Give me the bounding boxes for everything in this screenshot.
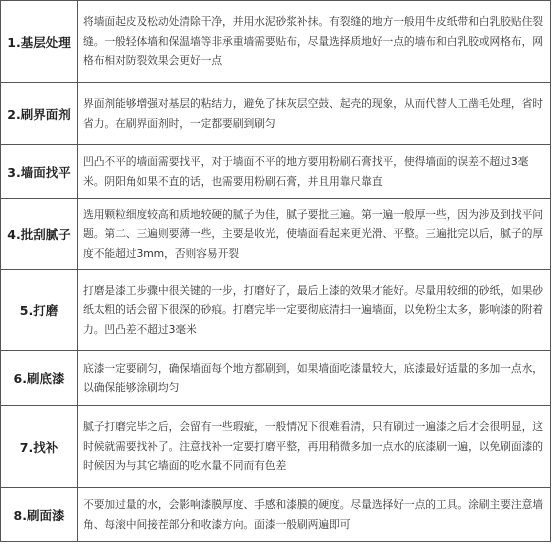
table-row [1,351,551,406]
table-row [1,270,551,351]
step-title: 3.墙面找平 [1,145,78,199]
table-row [1,145,551,199]
step-description: 打磨是漆工步骤中很关键的一步，打磨好了，最后上漆的效果才能好。尽量用较细的砂纸，如果砂纸太粗的话会留下很深的砂痕。打磨完毕一定要彻底清扫一遍墙面，以免粉尘太多，影响漆的附着力。凹凸差不超过3毫米 [78,270,551,351]
table-row [1,199,551,270]
step-description: 选用颗粒细度较高和质地较硬的腻子为佳，腻子要批三遍。第一遍一般厚一些，因为涉及到找平问题。第二、三遍则要薄一些，主要是收光，使墙面看起来更光滑、平整。三遍批完以后，腻子的厚度不能超过3mm，否则容易开裂 [78,199,551,270]
step-description: 凹凸不平的墙面需要找平，对于墙面不平的地方要用粉刷石膏找平，使得墙面的误差不超过3毫米。阴阳角如果不直的话，也需要用粉刷石膏，并且用靠尺靠直 [78,145,551,199]
table-row [1,488,551,542]
step-title: 8.刷面漆 [1,488,78,542]
step-description: 将墙面起皮及松动处清除干净，并用水泥砂浆补抹。有裂缝的地方一般用牛皮纸带和白乳胶贴住裂缝。一般轻体墙和保温墙等非承重墙需要贴布，尽量选择质地好一点的墙布和白乳胶或网格布，网格布相对防裂效果会更好一点 [78,1,551,83]
step-description: 腻子打磨完毕之后，会留有一些瑕疵，一般情况下很难看清，只有刷过一遍漆之后才会很明显，这时候就需要找补了。注意找补一定要打磨平整，再用稍微多加一点水的底漆刷一遍，以免刷面漆的时候因为与其它墙面的吃水量不同而有色差 [78,406,551,488]
table-row [1,83,551,145]
step-title: 7.找补 [1,406,78,488]
table-row [1,1,551,83]
step-title: 6.刷底漆 [1,351,78,406]
step-description: 不要加过量的水，会影响漆膜厚度、手感和漆膜的硬度。尽量选择好一点的工具。涂刷主要注意墙角、每滚中间接茬部分和收漆方向。面漆一般刷两遍即可 [78,488,551,542]
table-row [1,406,551,488]
step-description: 界面剂能够增强对基层的粘结力，避免了抹灰层空鼓、起壳的现象，从而代替人工凿毛处理，省时省力。在刷界面剂时，一定都要刷到刷匀 [78,83,551,145]
step-title: 1.基层处理 [1,1,78,83]
step-title: 2.刷界面剂 [1,83,78,145]
step-title: 5.打磨 [1,270,78,351]
step-description: 底漆一定要刷匀，确保墙面每个地方都刷到，如果墙面吃漆量较大，底漆最好适量的多加一点水，以确保能够涂刷均匀 [78,351,551,406]
step-title: 4.批刮腻子 [1,199,78,270]
